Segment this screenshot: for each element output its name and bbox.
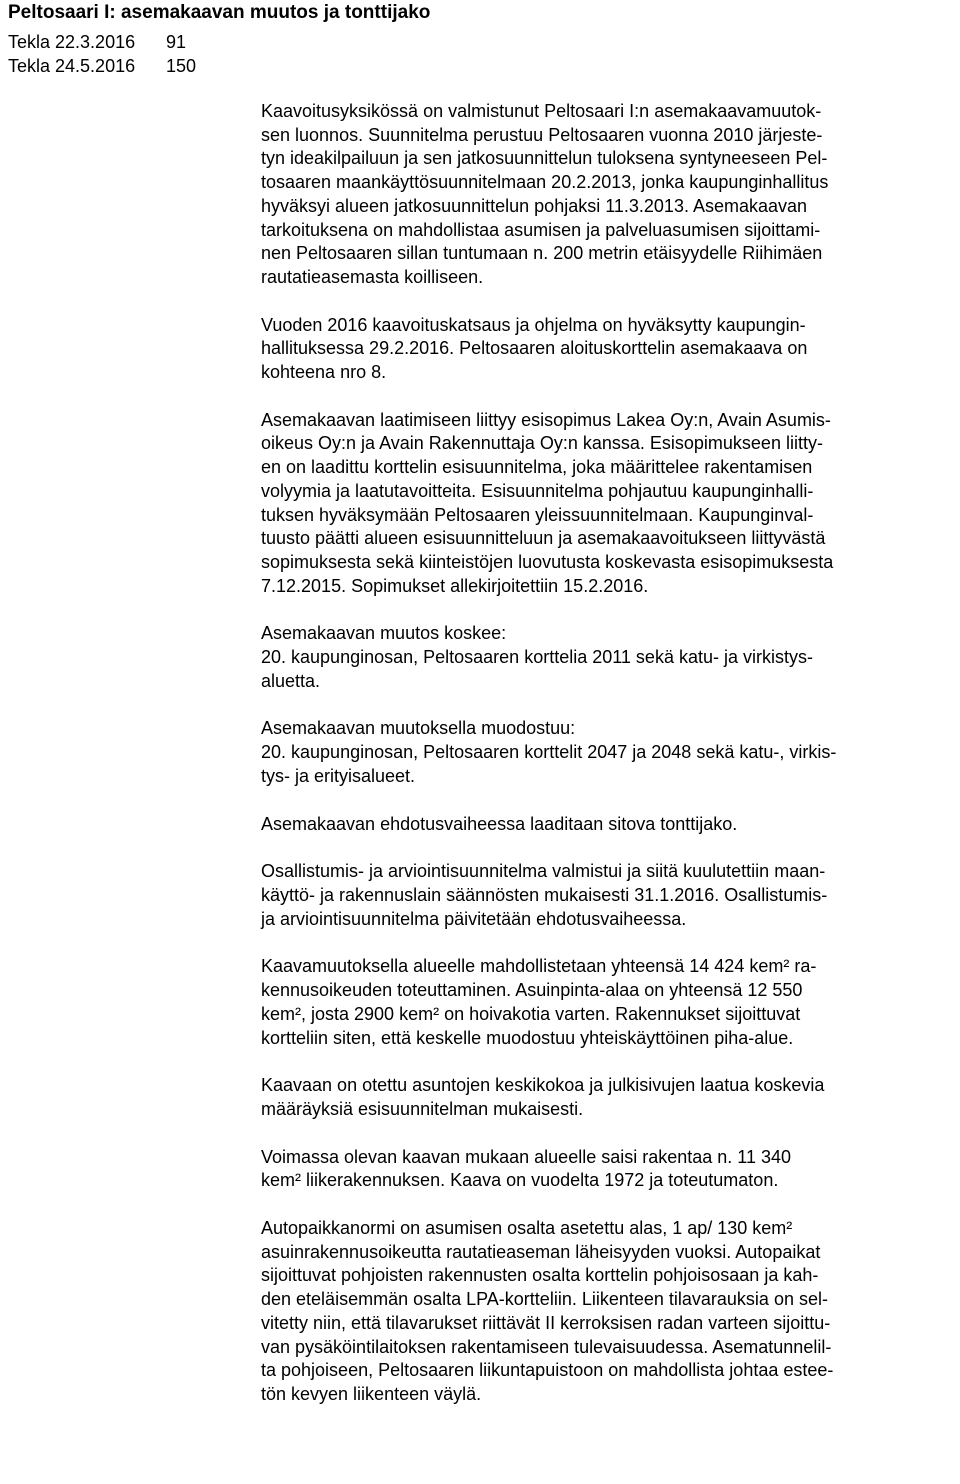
paragraph [261, 1146, 951, 1193]
text-line: ta pohjoiseen, Peltosaaren liikuntapuistoon on mahdollista johtaa estee- [261, 1360, 834, 1381]
text-line: tuksen hyväksymään Peltosaaren yleissuunnitelmaan. Kaupunginval- [261, 504, 814, 525]
text-line: aluetta. [261, 670, 321, 691]
meeting-date: Tekla 22.3.2016 [8, 32, 136, 52]
paragraph-gap [261, 1050, 951, 1074]
document-body [261, 100, 951, 1407]
text-line: sijoittuvat pohjoisten rakennusten osalta korttelin pohjoisosaan ja kah- [261, 1265, 819, 1286]
paragraph-gap [261, 385, 951, 409]
paragraph [261, 1217, 951, 1407]
paragraph-gap [261, 290, 951, 314]
meeting-date: Tekla 24.5.2016 [8, 56, 136, 76]
paragraph [261, 622, 951, 693]
paragraph [261, 100, 951, 290]
text-line: asuinrakennusoikeutta rautatieaseman läheisyyden vuoksi. Autopaikat [261, 1241, 821, 1262]
paragraph-gap [261, 598, 951, 622]
text-line: en on laadittu korttelin esisuunnitelma, joka määrittelee rakentamisen [261, 457, 813, 478]
paragraph [261, 955, 951, 1050]
meeting-number: 150 [166, 56, 197, 76]
text-line: Asemakaavan muutos koskee: [261, 623, 507, 644]
text-line: 7.12.2015. Sopimukset allekirjoitettiin 15.2.2016. [261, 575, 649, 596]
text-line: käyttö- ja rakennuslain säännösten mukaisesti 31.1.2016. Osallistumis- [261, 884, 828, 905]
text-line: Kaavamuutoksella alueelle mahdollistetaan yhteensä 14 424 kem² ra- [261, 956, 817, 977]
paragraph [261, 860, 951, 931]
text-line: rautatieasemasta koilliseen. [261, 266, 484, 287]
text-line: tarkoituksena on mahdollistaa asumisen ja palveluasumisen sijoittami- [261, 219, 821, 240]
paragraph-gap [261, 1122, 951, 1146]
text-line: Asemakaavan muutoksella muodostuu: [261, 718, 576, 739]
paragraph [261, 314, 951, 385]
text-line: kortteliin siten, että keskelle muodostuu yhteiskäyttöinen piha-alue. [261, 1027, 794, 1048]
text-line: van pysäköintilaitoksen rakentamiseen tulevaisuudessa. Asematunnelil- [261, 1336, 832, 1357]
text-line: 20. kaupunginosan, Peltosaaren korttelia 2011 sekä katu- ja virkistys- [261, 647, 813, 668]
text-line: Kaavoitusyksikössä on valmistunut Peltosaari I:n asemakaavamuutok- [261, 101, 822, 121]
text-line: tys- ja erityisalueet. [261, 765, 416, 786]
text-line: 20. kaupunginosan, Peltosaaren korttelit 2047 ja 2048 sekä katu-, virkis- [261, 742, 837, 763]
text-line: tön kevyen liikenteen väylä. [261, 1383, 482, 1404]
text-line: hyväksyi alueen jatkosuunnittelun pohjaksi 11.3.2013. Asemakaavan [261, 195, 808, 216]
meeting-reference [8, 31, 186, 54]
text-line: kem², josta 2900 kem² on hoivakotia varten. Rakennukset sijoittuvat [261, 1003, 801, 1024]
text-line: Asemakaavan ehdotusvaiheessa laaditaan sitova tonttijako. [261, 813, 738, 834]
paragraph-gap [261, 836, 951, 860]
paragraph-gap [261, 931, 951, 955]
text-line: den eteläisemmän osalta LPA-kortteliin. Liikenteen tilavarauksia on sel- [261, 1289, 828, 1310]
text-line: hallituksessa 29.2.2016. Peltosaaren aloituskorttelin asemakaava on [261, 338, 808, 359]
text-line: kennusoikeuden toteuttaminen. Asuinpinta-alaa on yhteensä 12 550 [261, 980, 803, 1001]
paragraph [261, 717, 951, 788]
paragraph-gap [261, 693, 951, 717]
text-line: kem² liikerakennuksen. Kaava on vuodelta 1972 ja toteutumaton. [261, 1170, 779, 1191]
text-line: Asemakaavan laatimiseen liittyy esisopimus Lakea Oy:n, Avain Asumis- [261, 409, 831, 430]
text-line: Osallistumis- ja arviointisuunnitelma valmistui ja siitä kuulutettiin maan- [261, 861, 826, 882]
text-line: kohteena nro 8. [261, 362, 387, 383]
text-line: Autopaikkanormi on asumisen osalta asetettu alas, 1 ap/ 130 kem² [261, 1218, 793, 1239]
paragraph [261, 409, 951, 599]
text-line: vitetty niin, että tilavarukset riittävät II kerroksisen radan varteen sijoittu- [261, 1312, 831, 1333]
paragraph [261, 813, 951, 837]
text-line: oikeus Oy:n ja Avain Rakennuttaja Oy:n kanssa. Esisopimukseen liitty- [261, 433, 823, 454]
paragraph [261, 1074, 951, 1121]
document-title: Peltosaari I: asemakaavan muutos ja tonttijako [8, 2, 431, 23]
text-line: tyn ideakilpailuun ja sen jatkosuunnittelun tuloksena syntyneeseen Pel- [261, 148, 828, 169]
text-line: ja arviointisuunnitelma päivitetään ehdotusvaiheessa. [261, 908, 687, 929]
text-line: tuusto päätti alueen esisuunnitteluun ja asemakaavoitukseen liittyvästä [261, 528, 826, 549]
paragraph-gap [261, 789, 951, 813]
text-line: määräyksiä esisuunnitelman mukaisesti. [261, 1098, 584, 1119]
text-line: Vuoden 2016 kaavoituskatsaus ja ohjelma on hyväksytty kaupungin- [261, 314, 806, 335]
text-line: Kaavaan on otettu asuntojen keskikokoa ja julkisivujen laatua koskevia [261, 1075, 825, 1096]
meeting-number: 91 [166, 32, 187, 52]
paragraph-gap [261, 1193, 951, 1217]
text-line: sen luonnos. Suunnitelma perustuu Peltosaaren vuonna 2010 järjeste- [261, 124, 823, 145]
text-line: volyymia ja laatutavoitteita. Esisuunnitelma pohjautuu kaupunginhalli- [261, 480, 814, 501]
text-line: Voimassa olevan kaavan mukaan alueelle saisi rakentaa n. 11 340 [261, 1146, 792, 1167]
text-line: tosaaren maankäyttösuunnitelmaan 20.2.2013, jonka kaupunginhallitus [261, 172, 829, 193]
meeting-reference [8, 55, 196, 78]
text-line: sopimuksesta sekä kiinteistöjen luovutusta koskevasta esisopimuksesta [261, 551, 834, 572]
text-line: nen Peltosaaren sillan tuntumaan n. 200 metrin etäisyydelle Riihimäen [261, 243, 823, 264]
